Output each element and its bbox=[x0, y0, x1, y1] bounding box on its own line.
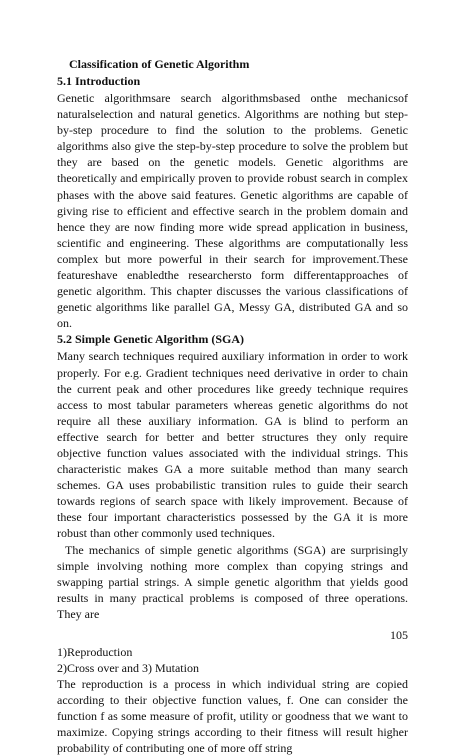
sga-paragraph-2: The mechanics of simple genetic algorithms (SGA) are surprisingly simple involving nothing more complex than copying strings and swapping partial strings. A simple genetic algorithm that yields good results in many practical problems is composed of three operations. They are bbox=[57, 542, 408, 621]
page-number: 105 bbox=[390, 628, 408, 642]
introduction-paragraph: Genetic algorithmsare search algorithmsbased onthe mechanicsof naturalselection and natural genetics. Algorithms are nothing but step-by-step procedure to find the solution to the problems. Genetic algorithms also give the step-by-step procedure to solve the problem but they are based on the genetic models. Genetic algorithms are theoretically and empirically proven to provide robust search in complex phases with the above said features. Genetic algorithms are capable of giving rise to efficient and effective search in the problem domain and hence they are now finding more wide spread application in business, scientific and engineering. These algorithms are computationally less complex but more powerful in their search for improvement.These featureshave enabledthe researchersto form differentapproaches of genetic algorithm. This chapter discusses the various classifications of genetic algorithms like parallel GA, Messy GA, distributed GA and so on. bbox=[57, 91, 408, 331]
operation-item-2: 2)Cross over and 3) Mutation bbox=[57, 661, 199, 675]
reproduction-paragraph: The reproduction is a process in which individual string are copied according to their objective function values, f. One can consider the function f as some measure of profit, utility or goodness that we want to maximize. Copying strings according to their fitness will result higher probability of contributing one of more off string bbox=[57, 677, 408, 756]
section-heading-sga: 5.2 Simple Genetic Algorithm (SGA) bbox=[57, 332, 244, 347]
operation-item-1: 1)Reproduction bbox=[57, 645, 133, 659]
document-title: Classification of Genetic Algorithm bbox=[69, 57, 250, 71]
section-heading-introduction: 5.1 Introduction bbox=[57, 74, 141, 88]
sga-paragraph-1: Many search techniques required auxiliary information in order to work properly. For e.g. Gradient techniques need derivative in order to chain the current peak and other procedures like greedy technique requires access to most tabular parameters whereas genetic algorithms do not require all these auxiliary information. GA is blind to perform an effective search for better and better structures they only require objective function values associated with the individual strings. This characteristic makes GA a more suitable method than many search schemes. GA uses probabilistic transition rules to guide their search towards regions of search space with likely improvement. Because of these four important characteristics possessed by the GA it is more robust than other commonly used techniques. bbox=[57, 349, 408, 541]
